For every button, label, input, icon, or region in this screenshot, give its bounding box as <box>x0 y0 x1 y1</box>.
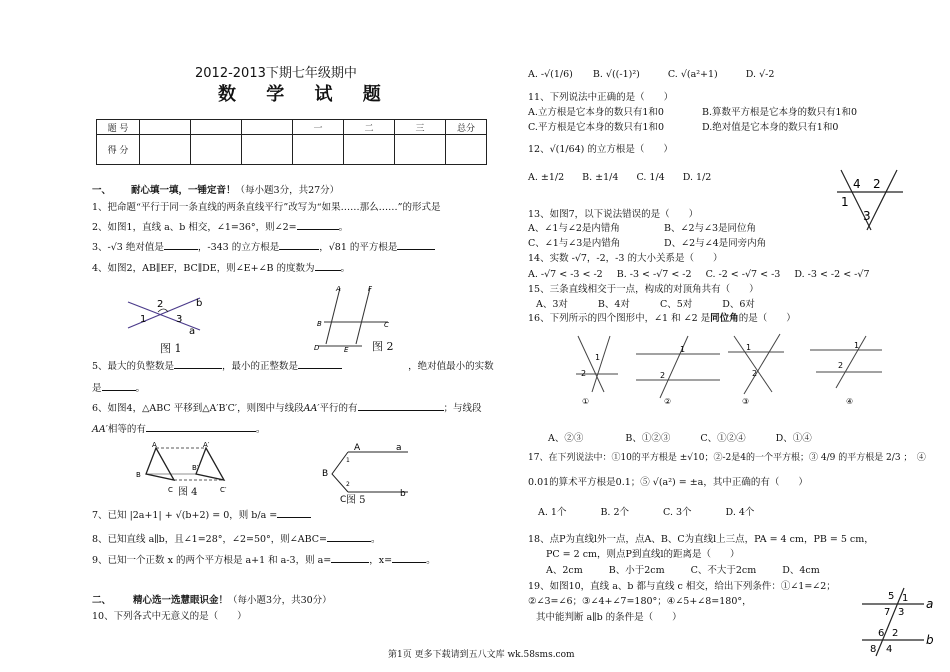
svg-text:2: 2 <box>752 369 758 378</box>
question-9: 9、已知一个正数 x 的两个平方根是 a+1 和 a-3，则 a= ，x= 。 <box>92 552 436 567</box>
option[interactable]: B、4对 <box>597 299 630 310</box>
option[interactable]: B. √((-1)²) <box>592 69 640 80</box>
fig4-label: A <box>152 441 157 449</box>
answer-blank[interactable] <box>174 358 222 369</box>
q16-options <box>548 432 812 445</box>
option[interactable]: A. -√(1/6) <box>528 69 573 80</box>
fig1-label: b <box>196 298 203 309</box>
svg-text:1: 1 <box>595 353 601 362</box>
option[interactable]: C、不大于2cm <box>690 565 757 576</box>
fig5-label: b <box>400 489 406 499</box>
svg-text:1: 1 <box>746 343 752 352</box>
question-5: 5、最大的负整数是 ，最小的正整数是 ，绝对值最小的实数 <box>92 358 494 373</box>
option[interactable]: A. ±1/2 <box>528 172 565 183</box>
fig5-label: a <box>396 443 402 453</box>
q16-figure-1 <box>576 336 618 406</box>
svg-text:①: ① <box>582 397 590 406</box>
option[interactable]: A、2cm <box>546 565 583 576</box>
question-1: 1、把命题“平行于同一条直线的两条直线平行”改写为“如果……那么……”的形式是 <box>92 202 441 213</box>
option[interactable]: B、①②③ <box>625 433 671 444</box>
fig1-label: 3 <box>176 314 183 325</box>
exam-heading: 2012-2013下期七年级期中 <box>195 66 357 81</box>
fig1-label: 1 <box>140 314 147 325</box>
question-11: 11、下列说法中正确的是（ ） <box>528 92 674 103</box>
figure-1 <box>120 290 210 345</box>
fig1-label: a <box>189 326 196 337</box>
fig5-label: B <box>322 469 329 479</box>
option[interactable]: C、∠1与∠3是内错角 <box>528 238 621 249</box>
question-19: 19、如图10，直线 a、b 都与直线 c 相交，给出下列条件：①∠1=∠2； <box>528 581 836 592</box>
question-6-cont: AA′相等的有 。 <box>92 421 265 436</box>
question-18-cont: PC = 2 cm，则点P到直线l的距离是（ ） <box>546 549 740 560</box>
fig2-label: D <box>314 344 320 352</box>
question-4: 4、如图2，AB∥EF，BC∥DE，则∠E+∠B 的度数为 。 <box>92 260 350 275</box>
option[interactable]: A.立方根是它本身的数只有1和0 <box>528 107 664 118</box>
figure-1-caption: 图 1 <box>160 342 182 355</box>
figure-10 <box>858 586 938 658</box>
fig2-label: F <box>368 285 373 293</box>
svg-text:2: 2 <box>838 361 844 370</box>
q16-figure-3 <box>728 334 784 406</box>
answer-blank[interactable] <box>277 507 311 518</box>
answer-blank[interactable] <box>297 219 339 230</box>
figure-4-caption: 图 4 <box>178 487 198 498</box>
fig2-label: A <box>336 285 341 293</box>
question-10: 10、下列各式中无意义的是（ ） <box>92 611 247 622</box>
q16-figure-2 <box>636 336 720 406</box>
question-8: 8、已知直线 a∥b，且∠1=28°，∠2=50°，则∠ABC= 。 <box>92 531 381 546</box>
answer-blank[interactable] <box>358 400 444 411</box>
answer-blank[interactable] <box>315 260 341 271</box>
answer-blank[interactable] <box>397 239 435 250</box>
score-table <box>96 119 487 165</box>
option[interactable]: D、①④ <box>775 433 812 444</box>
question-3: 3、-√3 绝对值是 ，-343 的立方根是 ，√81 的平方根是 <box>92 239 435 254</box>
option[interactable]: B、小于2cm <box>608 565 665 576</box>
q16-figures <box>548 332 888 408</box>
fig7-label: 2 <box>873 177 881 191</box>
fig10-label: a <box>926 597 934 611</box>
fig4-label: C′ <box>220 486 227 494</box>
fig4-label: B′ <box>192 464 199 472</box>
fig10-label: 4 <box>886 644 893 655</box>
score-cell[interactable] <box>140 135 191 165</box>
answer-blank[interactable] <box>279 239 319 250</box>
option[interactable]: A、②③ <box>548 433 584 444</box>
score-cell[interactable] <box>293 135 344 165</box>
fig4-label: C <box>168 486 173 494</box>
fig10-label: 8 <box>870 644 877 655</box>
answer-blank[interactable] <box>327 531 371 542</box>
fig5-label: 2 <box>346 481 350 488</box>
fig10-label: 2 <box>892 628 899 639</box>
fig7-label: 3 <box>863 209 871 223</box>
q18-options <box>546 564 820 577</box>
answer-blank[interactable] <box>146 421 256 432</box>
option[interactable]: C. -2 < -√7 < -3 <box>705 269 781 280</box>
option[interactable]: A、3对 <box>536 299 568 310</box>
option[interactable]: B.算数平方根是它本身的数只有1和0 <box>702 107 858 118</box>
svg-text:③: ③ <box>742 397 750 406</box>
q12-options <box>528 171 711 184</box>
question-17-cont: 0.01的算术平方根是0.1；⑤ √(a²) = ±a，其中正确的有（ ） <box>528 477 808 488</box>
option[interactable]: C、①②④ <box>700 433 746 444</box>
page-footer: 第1页 更多下载请到五八文库 wk.58sms.com <box>388 650 575 660</box>
part-label: 总分 <box>446 120 487 135</box>
svg-text:2: 2 <box>660 371 666 380</box>
q10-options <box>528 68 774 81</box>
answer-blank[interactable] <box>102 380 136 391</box>
option[interactable]: C. √(a²+1) <box>667 69 718 80</box>
option[interactable]: B. ±1/4 <box>582 172 619 183</box>
score-cell[interactable] <box>344 135 395 165</box>
option[interactable]: D、6对 <box>722 299 755 310</box>
option[interactable]: D. -3 < -2 < -√7 <box>794 269 870 280</box>
q16-figure-4 <box>810 336 882 406</box>
fig5-label: A <box>354 443 361 453</box>
option[interactable]: B. -3 < -√7 < -2 <box>616 269 692 280</box>
question-19-cont: ②∠3=∠6；③∠4+∠7=180°；④∠5+∠8=180°， <box>528 596 752 607</box>
fig5-label: 1 <box>346 457 350 464</box>
svg-text:1: 1 <box>680 345 686 354</box>
question-17: 17、在下列说法中：①10的平方根是 ±√10；②-2是4的一个平方根；③ 4/9 的平方根是 2/3 ； ④ <box>528 453 926 463</box>
question-15: 15、三条直线相交于一点，构成的对顶角共有（ ） <box>528 284 759 295</box>
option[interactable]: D. 4个 <box>725 507 755 518</box>
answer-blank[interactable] <box>164 239 198 250</box>
fig10-label: b <box>926 633 934 647</box>
fig4-label: A′ <box>203 441 210 449</box>
answer-blank[interactable] <box>298 358 342 369</box>
part-label: 二 <box>344 120 395 135</box>
fig2-label: E <box>344 346 349 354</box>
question-2: 2、如图1，直线 a、b 相交，∠1=36°，则∠2= 。 <box>92 219 348 234</box>
svg-text:④: ④ <box>846 397 854 406</box>
option[interactable]: C.平方根是它本身的数只有1和0 <box>528 122 665 133</box>
question-6: 6、如图4，△ABC 平移到△A′B′C′，则图中与线段AA′平行的有 ；与线段 <box>92 400 482 415</box>
part-label: 三 <box>395 120 446 135</box>
option[interactable]: B. 2个 <box>600 507 630 518</box>
part-label: 一 <box>293 120 344 135</box>
fig2-label: B <box>317 320 322 328</box>
figure-2-caption: 图 2 <box>372 340 394 353</box>
q15-options <box>536 298 755 311</box>
option[interactable]: D.绝对值是它本身的数只有1和0 <box>702 122 839 133</box>
question-14: 14、实数 -√7，-2，-3 的大小关系是（ ） <box>528 253 723 264</box>
answer-blank[interactable] <box>331 552 369 563</box>
fig10-label: 7 <box>884 607 891 618</box>
question-18: 18、点P为直线l外一点，点A、B、C为直线l上三点，PA = 4 cm，PB = 5 cm， <box>528 534 874 545</box>
page-title: 数 学 试 题 <box>218 84 393 105</box>
question-12: 12、√(1/64) 的立方根是（ ） <box>528 144 673 155</box>
question-16: 16、下列所示的四个图形中，∠1 和 ∠2 是同位角的是（ ） <box>528 313 796 324</box>
figure-7 <box>835 168 905 232</box>
question-7: 7、已知 |2a+1| + √(b+2) = 0，则 b/a = <box>92 507 311 522</box>
score-row-label: 得 分 <box>97 135 140 165</box>
answer-blank[interactable] <box>392 552 426 563</box>
fig2-label: C <box>384 321 389 329</box>
svg-text:1: 1 <box>854 341 860 350</box>
score-cell[interactable] <box>446 135 487 165</box>
fig1-label: 2 <box>157 299 164 310</box>
option[interactable]: D. √-2 <box>745 69 775 80</box>
question-5-cont: 是 。 <box>92 380 145 395</box>
svg-text:②: ② <box>664 397 672 406</box>
option[interactable]: D、4cm <box>782 565 820 576</box>
q17-options <box>538 506 754 519</box>
fig4-label: B <box>136 471 141 479</box>
option[interactable]: B、∠2与∠3是同位角 <box>664 223 756 234</box>
section-2-heading: 二、 精心选一选慧眼识金！（每小题3分，共30分） <box>92 595 332 606</box>
score-cell[interactable] <box>191 135 242 165</box>
svg-text:2: 2 <box>581 369 587 378</box>
option[interactable]: D. 1/2 <box>682 172 712 183</box>
question-13: 13、如图7，以下说法错误的是（ ） <box>528 209 699 220</box>
option[interactable]: C. 3个 <box>663 507 692 518</box>
option[interactable]: A. -√7 < -3 < -2 <box>528 269 603 280</box>
fig10-label: 1 <box>902 593 909 604</box>
option[interactable]: C. 1/4 <box>636 172 665 183</box>
option[interactable]: D、∠2与∠4是同旁内角 <box>664 238 767 249</box>
fig10-label: 3 <box>898 607 905 618</box>
fig10-label: 6 <box>878 628 885 639</box>
option[interactable]: A. 1个 <box>538 507 567 518</box>
line-b <box>128 298 203 328</box>
q14-options <box>528 268 870 281</box>
option[interactable]: C、5对 <box>659 299 693 310</box>
fig10-label: 5 <box>888 591 895 602</box>
fig5-label: C <box>340 495 347 505</box>
fig7-label: 1 <box>841 195 849 209</box>
fig7-label: 4 <box>853 177 861 191</box>
figure-5-caption: 图 5 <box>346 495 366 506</box>
score-cell[interactable] <box>242 135 293 165</box>
question-19-cont2: 其中能判断 a∥b 的条件是（ ） <box>536 612 682 623</box>
section-1-heading: 一、 耐心填一填，一锤定音！（每小题3分，共27分） <box>92 185 340 196</box>
option[interactable]: A、∠1与∠2是内错角 <box>528 223 620 234</box>
score-row-label: 题 号 <box>97 120 140 135</box>
score-cell[interactable] <box>395 135 446 165</box>
